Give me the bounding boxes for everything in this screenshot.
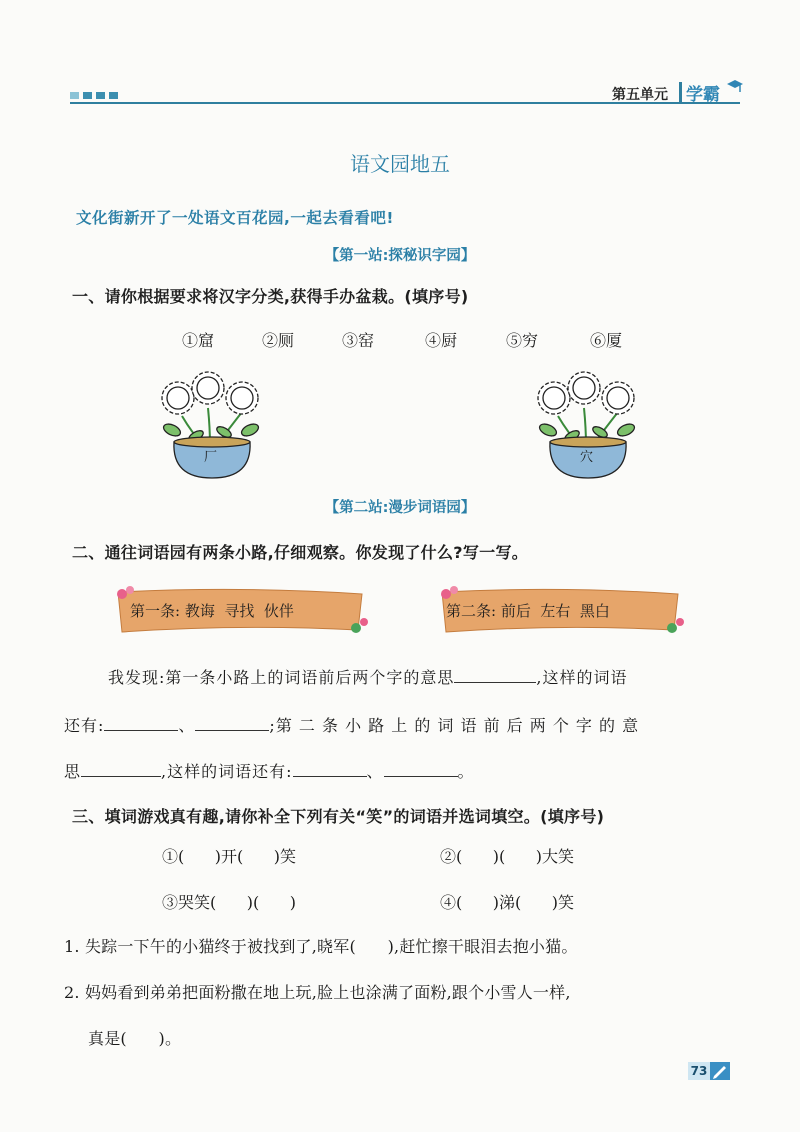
answer-blank[interactable] <box>81 758 161 777</box>
option-3: ③窑 <box>342 331 375 350</box>
discovery-text: ,这样的词语 <box>536 668 628 687</box>
pencil-icon <box>710 1062 730 1080</box>
discovery-text: 还有: <box>64 716 105 735</box>
header-brand: 学霸 <box>686 85 720 105</box>
intro-text: 文化街新开了一处语文百花园,一起去看看吧! <box>76 209 394 227</box>
question-1-heading: 一、请你根据要求将汉字分类,获得手办盆栽。(填序号) <box>72 287 469 306</box>
discovery-text: 、 <box>366 762 384 781</box>
discovery-line-2 <box>64 712 639 736</box>
option-2: ②厕 <box>262 331 295 350</box>
station-1-heading: 【第一站:探秘识字园】 <box>324 248 476 264</box>
page-number: 73 <box>688 1062 710 1080</box>
pot-label-left: 厂 <box>204 450 218 465</box>
laugh-item-4[interactable]: ④( )涕( )笑 <box>440 893 575 912</box>
option-5: ⑤穷 <box>506 331 539 350</box>
sentence-2-continuation[interactable]: 真是( )。 <box>88 1029 182 1048</box>
header-unit: 第五单元 <box>612 87 668 103</box>
answer-blank[interactable] <box>293 758 367 777</box>
page-number-badge <box>688 1062 730 1080</box>
discovery-text: 。 <box>457 762 475 781</box>
laugh-item-3[interactable]: ③哭笑( )( ) <box>162 893 297 912</box>
question-2-heading: 二、通往词语园有两条小路,仔细观察。你发现了什么?写一写。 <box>72 543 529 562</box>
discovery-text: ;第 二 条 小 路 上 的 词 语 前 后 两 个 字 的 意 <box>269 716 640 735</box>
option-4: ④厨 <box>425 331 458 350</box>
option-1: ①窟 <box>182 331 215 350</box>
station-2-heading: 【第二站:漫步词语园】 <box>324 500 476 516</box>
answer-blank[interactable] <box>195 712 269 731</box>
pot-label-right: 穴 <box>580 450 594 465</box>
option-6: ⑥厦 <box>590 331 623 350</box>
question-3-heading: 三、填词游戏真有趣,请你补全下列有关“笑”的词语并选词填空。(填序号) <box>72 807 605 826</box>
discovery-text: ,这样的词语还有: <box>161 762 293 781</box>
discovery-line-3 <box>64 758 475 782</box>
header-separator <box>679 82 682 102</box>
discovery-line-1 <box>108 664 628 688</box>
discovery-text: 思 <box>64 762 82 781</box>
graduation-cap-icon <box>726 78 744 96</box>
discovery-text: 我发现:第一条小路上的词语前后两个字的意思 <box>108 668 455 687</box>
answer-blank[interactable] <box>454 664 536 683</box>
road-1-words: 第一条: 教诲 寻找 伙伴 <box>130 602 294 620</box>
discovery-text: 、 <box>178 716 196 735</box>
answer-blank[interactable] <box>384 758 458 777</box>
laugh-item-1[interactable]: ①( )开( )笑 <box>162 847 297 866</box>
sentence-1[interactable]: 1. 失踪一下午的小猫终于被找到了,晓军( ),赶忙擦干眼泪去抱小猫。 <box>64 937 578 956</box>
header-decoration <box>70 92 118 99</box>
laugh-item-2[interactable]: ②( )( )大笑 <box>440 847 575 866</box>
answer-blank[interactable] <box>104 712 178 731</box>
road-2-words: 第二条: 前后 左右 黑白 <box>446 602 610 620</box>
sentence-2: 2. 妈妈看到弟弟把面粉撒在地上玩,脸上也涂满了面粉,跟个小雪人一样, <box>64 983 571 1002</box>
page-title: 语文园地五 <box>350 152 450 176</box>
